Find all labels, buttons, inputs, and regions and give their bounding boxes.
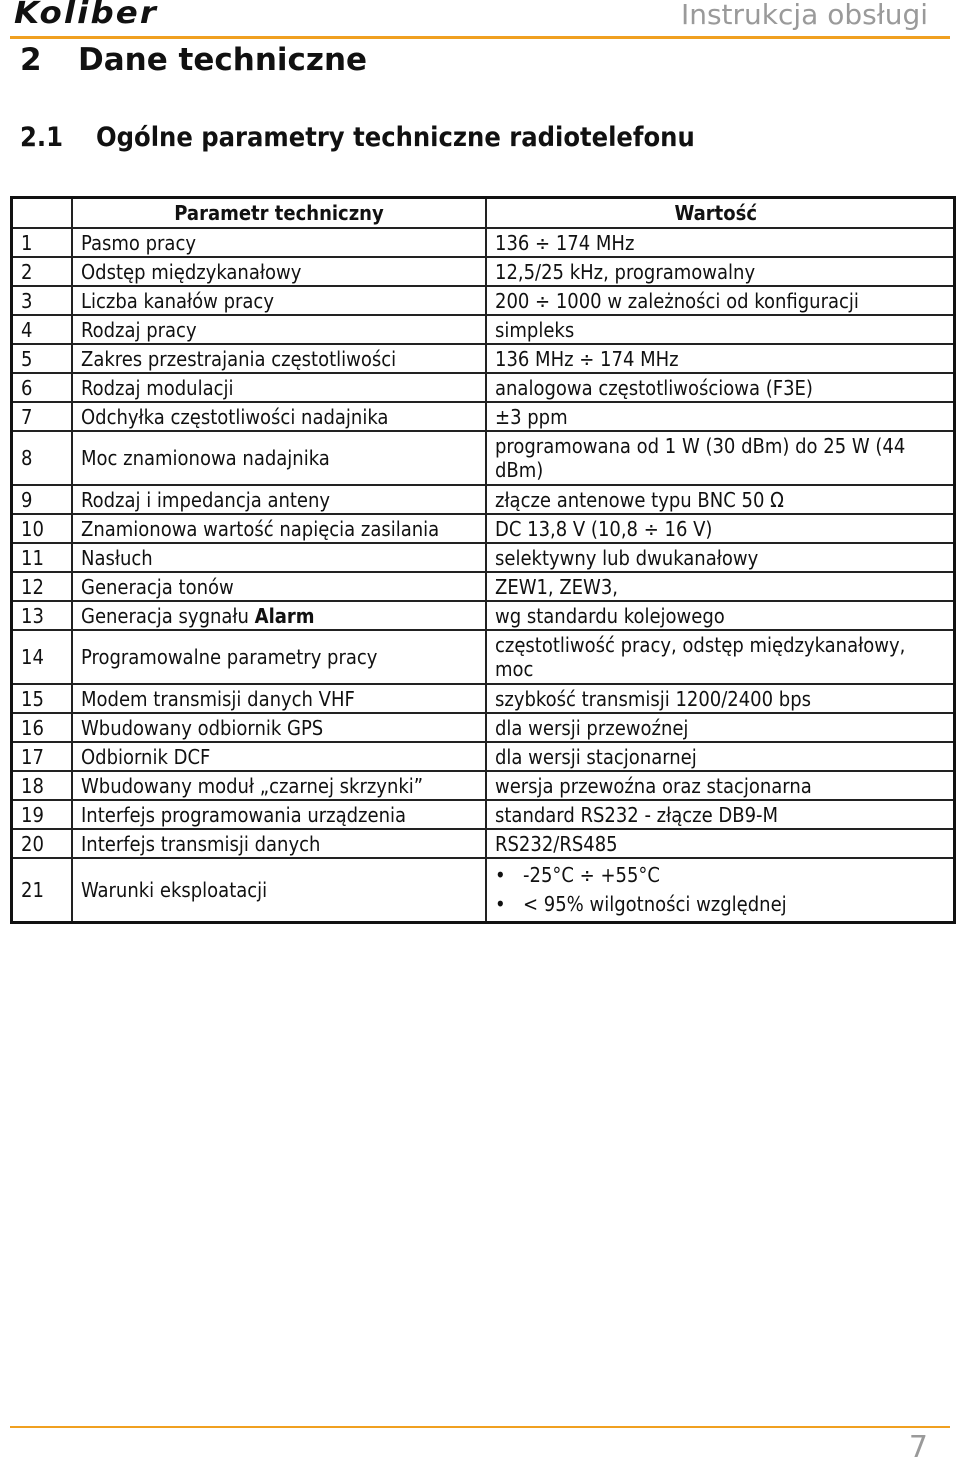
row-value: wersja przewoźna oraz stacjonarna xyxy=(486,771,955,800)
row-value: programowana od 1 W (30 dBm) do 25 W (44 dBm) xyxy=(486,431,955,485)
row-value: ±3 ppm xyxy=(486,402,955,431)
row-number: 5 xyxy=(12,344,73,373)
row-number: 18 xyxy=(12,771,73,800)
table-row xyxy=(12,630,955,684)
row-number: 17 xyxy=(12,742,73,771)
table-row xyxy=(12,543,955,572)
row-number: 4 xyxy=(12,315,73,344)
header-value-cell: Wartość xyxy=(486,198,955,229)
row-value: wg standardu kolejowego xyxy=(486,601,955,630)
row-param: Warunki eksploatacji xyxy=(72,858,486,923)
row-param: Liczba kanałów pracy xyxy=(72,286,486,315)
row-value: DC 13,8 V (10,8 ÷ 16 V) xyxy=(486,514,955,543)
list-item: • < 95% wilgotności względnej xyxy=(495,890,945,919)
row-number: 15 xyxy=(12,684,73,713)
table-row xyxy=(12,485,955,514)
row-value: 136 MHz ÷ 174 MHz xyxy=(486,344,955,373)
row-param: Programowalne parametry pracy xyxy=(72,630,486,684)
table-row xyxy=(12,228,955,257)
row-value: RS232/RS485 xyxy=(486,829,955,858)
row-param: Modem transmisji danych VHF xyxy=(72,684,486,713)
row-param xyxy=(72,601,486,630)
header-param-cell: Parametr techniczny xyxy=(72,198,486,229)
table-row xyxy=(12,286,955,315)
row-number: 13 xyxy=(12,601,73,630)
section-number: 2 xyxy=(20,42,42,78)
table-row xyxy=(12,315,955,344)
table-row xyxy=(12,373,955,402)
row-number: 20 xyxy=(12,829,73,858)
row-value: szybkość transmisji 1200/2400 bps xyxy=(486,684,955,713)
row-param: Odbiornik DCF xyxy=(72,742,486,771)
row-number: 16 xyxy=(12,713,73,742)
row-value: dla wersji przewoźnej xyxy=(486,713,955,742)
section-title: Dane techniczne xyxy=(78,42,368,78)
row-param: Moc znamionowa nadajnika xyxy=(72,431,486,485)
table-row xyxy=(12,431,955,485)
row-value: częstotliwość pracy, odstęp międzykanałowy, moc xyxy=(486,630,955,684)
spec-table xyxy=(10,196,956,924)
row-value: 12,5/25 kHz, programowalny xyxy=(486,257,955,286)
table-header-row xyxy=(12,198,955,229)
row-value: ZEW1, ZEW3, xyxy=(486,572,955,601)
table-row xyxy=(12,344,955,373)
header-number-cell xyxy=(12,198,73,229)
header-rule xyxy=(10,36,950,39)
row-number: 7 xyxy=(12,402,73,431)
row-number: 3 xyxy=(12,286,73,315)
row-param-prefix: Generacja sygnału xyxy=(81,603,249,628)
row-value: analogowa częstotliwościowa (F3E) xyxy=(486,373,955,402)
row-value: simpleks xyxy=(486,315,955,344)
row-param: Znamionowa wartość napięcia zasilania xyxy=(72,514,486,543)
row-param: Wbudowany moduł „czarnej skrzynki” xyxy=(72,771,486,800)
table-row xyxy=(12,713,955,742)
conditions-list xyxy=(495,859,945,921)
table-row xyxy=(12,684,955,713)
row-value: standard RS232 - złącze DB9-M xyxy=(486,800,955,829)
table-row xyxy=(12,257,955,286)
footer-rule xyxy=(10,1426,950,1428)
list-item: • -25°C ÷ +55°C xyxy=(495,861,945,890)
row-param: Wbudowany odbiornik GPS xyxy=(72,713,486,742)
row-number: 8 xyxy=(12,431,73,485)
row-value xyxy=(486,858,955,923)
row-number: 19 xyxy=(12,800,73,829)
table-row xyxy=(12,800,955,829)
row-param: Odstęp międzykanałowy xyxy=(72,257,486,286)
row-number: 11 xyxy=(12,543,73,572)
brand-logo: Koliber xyxy=(14,0,159,31)
subsection-title: Ogólne parametry techniczne radiotelefonu xyxy=(96,122,695,153)
row-value: selektywny lub dwukanałowy xyxy=(486,543,955,572)
row-number: 21 xyxy=(12,858,73,923)
row-number: 12 xyxy=(12,572,73,601)
document-title: Instrukcja obsługi xyxy=(680,0,928,31)
table-row xyxy=(12,771,955,800)
row-param-bold: Alarm xyxy=(254,603,315,628)
row-param: Interfejs programowania urządzenia xyxy=(72,800,486,829)
row-param: Odchyłka częstotliwości nadajnika xyxy=(72,402,486,431)
row-param: Zakres przestrajania częstotliwości xyxy=(72,344,486,373)
row-number: 1 xyxy=(12,228,73,257)
section-heading xyxy=(20,42,367,78)
subsection-number: 2.1 xyxy=(20,122,64,153)
row-value: złącze antenowe typu BNC 50 Ω xyxy=(486,485,955,514)
row-number: 9 xyxy=(12,485,73,514)
table-row xyxy=(12,742,955,771)
table-row xyxy=(12,829,955,858)
table-row xyxy=(12,402,955,431)
page-number: 7 xyxy=(908,1430,928,1465)
subsection-heading xyxy=(20,122,695,153)
row-value: dla wersji stacjonarnej xyxy=(486,742,955,771)
row-number: 2 xyxy=(12,257,73,286)
table-row xyxy=(12,572,955,601)
row-param: Pasmo pracy xyxy=(72,228,486,257)
row-param: Generacja tonów xyxy=(72,572,486,601)
table-row xyxy=(12,601,955,630)
row-param: Rodzaj pracy xyxy=(72,315,486,344)
table-row xyxy=(12,858,955,923)
row-value: 200 ÷ 1000 w zależności od konfiguracji xyxy=(486,286,955,315)
row-param: Interfejs transmisji danych xyxy=(72,829,486,858)
row-param: Nasłuch xyxy=(72,543,486,572)
row-number: 6 xyxy=(12,373,73,402)
row-param: Rodzaj i impedancja anteny xyxy=(72,485,486,514)
table-row xyxy=(12,514,955,543)
page-header xyxy=(0,0,960,44)
row-param: Rodzaj modulacji xyxy=(72,373,486,402)
row-number: 10 xyxy=(12,514,73,543)
row-number: 14 xyxy=(12,630,73,684)
row-value: 136 ÷ 174 MHz xyxy=(486,228,955,257)
